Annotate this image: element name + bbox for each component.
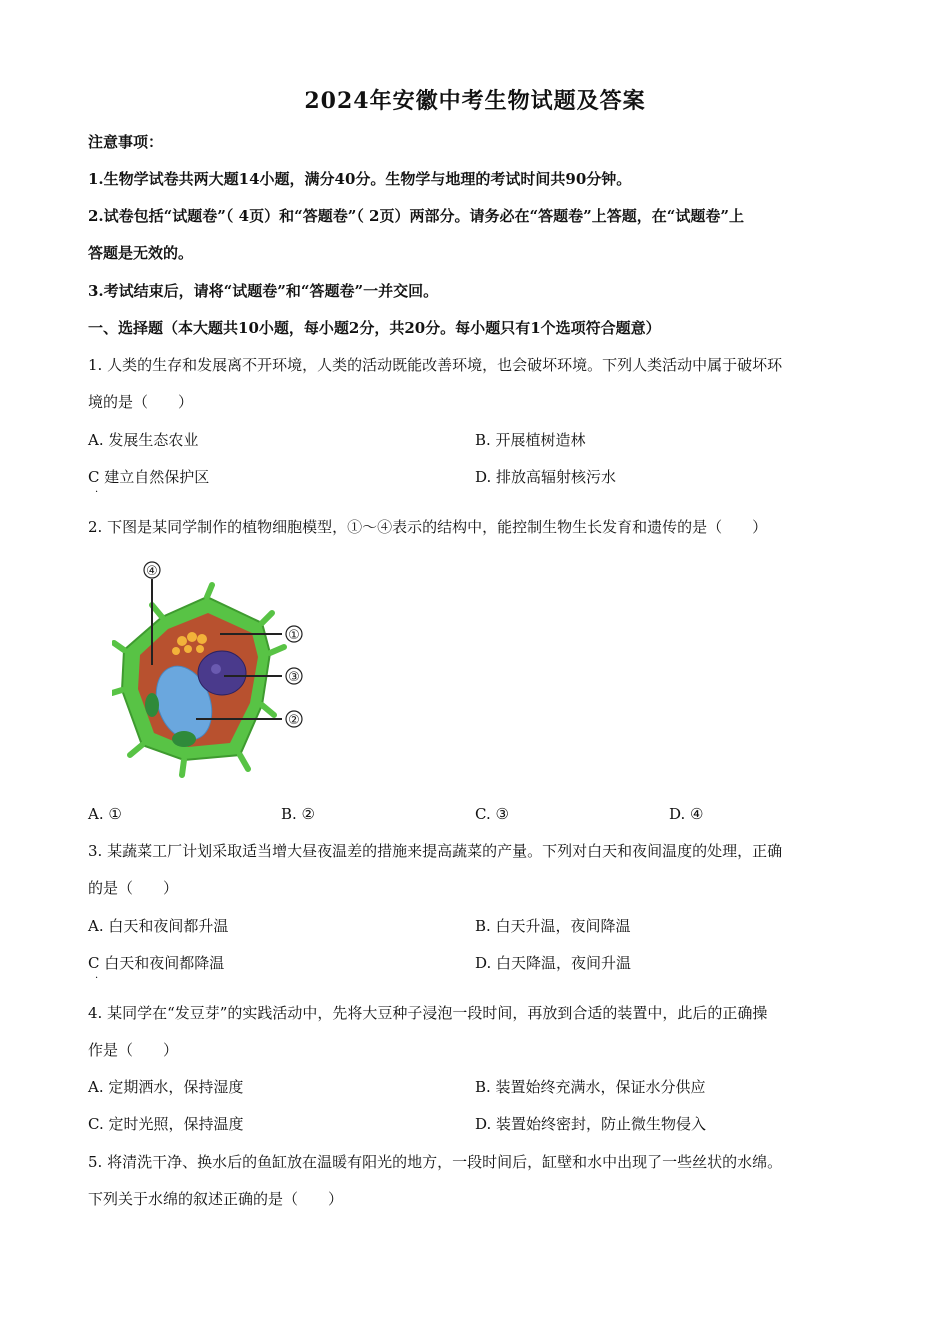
granule xyxy=(177,636,187,646)
q5-stem-line1: 5. 将清洗干净、换水后的鱼缸放在温暖有阳光的地方，一段时间后，缸壁和水中出现了一些丝状的水绵。 xyxy=(88,1153,783,1171)
granule xyxy=(172,647,180,655)
granule xyxy=(197,634,207,644)
q2-option-c: C. ③ xyxy=(475,805,509,823)
notice-item-3: 3.考试结束后，请将“试题卷”和“答题卷”一并交回。 xyxy=(88,282,439,300)
notice-item-1: 1.生物学试卷共两大题14小题，满分40分。生物学与地理的考试时间共90分钟。 xyxy=(88,170,632,188)
notice-item-2: 2.试卷包括“试题卷”（ 4页）和“答题卷”（ 2页）两部分。请务必在“答题卷”上答题，在“试题卷”上 xyxy=(88,207,745,225)
q1-option-c: C 建立自然保护区 xyxy=(88,468,210,486)
notice-heading: 注意事项： xyxy=(88,133,164,151)
q1-stem-line1: 1. 人类的生存和发展离不开环境，人类的活动既能改善环境，也会破坏环境。下列人类活动中属于破坏环 xyxy=(88,356,783,374)
q3-option-c: C 白天和夜间都降温 xyxy=(88,954,225,972)
dot-mark: · xyxy=(95,973,99,984)
q2-option-b: B. ② xyxy=(281,805,316,823)
q2-option-d: D. ④ xyxy=(669,805,704,823)
figure-label-2: ② xyxy=(288,713,300,728)
q4-option-b: B. 装置始终充满水，保证水分供应 xyxy=(475,1078,706,1096)
page-title: 2024年安徽中考生物试题及答案 xyxy=(304,88,646,114)
q1-option-a: A. 发展生态农业 xyxy=(88,431,199,449)
q4-option-d: D. 装置始终密封，防止微生物侵入 xyxy=(475,1115,707,1133)
q4-option-c: C. 定时光照，保持温度 xyxy=(88,1115,244,1133)
q4-stem-line1: 4. 某同学在“发豆芽”的实践活动中，先将大豆种子浸泡一段时间，再放到合适的装置中，此后的正确操 xyxy=(88,1004,768,1022)
granule xyxy=(184,645,192,653)
notice-item-2-cont: 答题是无效的。 xyxy=(88,244,194,262)
dot-mark: · xyxy=(95,487,99,498)
chloroplast xyxy=(145,693,159,717)
nucleolus xyxy=(211,664,221,674)
plant-cell-diagram xyxy=(112,555,332,785)
q3-stem-line1: 3. 某蔬菜工厂计划采取适当增大昼夜温差的措施来提高蔬菜的产量。下列对白天和夜间温度的处理，正确 xyxy=(88,842,783,860)
figure-label-4: ④ xyxy=(146,564,158,579)
figure-label-1: ① xyxy=(288,628,300,643)
q1-option-d: D. 排放高辐射核污水 xyxy=(475,468,617,486)
q2-option-a: A. ① xyxy=(88,805,122,823)
q3-option-d: D. 白天降温，夜间升温 xyxy=(475,954,632,972)
q1-stem-line2: 境的是（ ） xyxy=(88,393,194,411)
q5-stem-line2: 下列关于水绵的叙述正确的是（ ） xyxy=(88,1190,344,1208)
granule xyxy=(187,632,197,642)
chloroplast xyxy=(172,731,196,747)
figure-label-3: ③ xyxy=(288,670,300,685)
granule xyxy=(196,645,204,653)
q3-option-a: A. 白天和夜间都升温 xyxy=(88,917,229,935)
q1-option-b: B. 开展植树造林 xyxy=(475,431,586,449)
section-heading: 一、选择题（本大题共10小题，每小题2分，共20分。每小题只有1个选项符合题意） xyxy=(88,319,661,337)
nucleus xyxy=(198,651,246,695)
q2-stem: 2. 下图是某同学制作的植物细胞模型，①～④表示的结构中，能控制生物生长发育和遗传的是（ ） xyxy=(88,518,768,536)
q3-stem-line2: 的是（ ） xyxy=(88,879,179,897)
q3-option-b: B. 白天升温，夜间降温 xyxy=(475,917,631,935)
q4-option-a: A. 定期洒水，保持湿度 xyxy=(88,1078,244,1096)
q4-stem-line2: 作是（ ） xyxy=(88,1041,179,1059)
plant-cell-figure xyxy=(112,555,332,785)
